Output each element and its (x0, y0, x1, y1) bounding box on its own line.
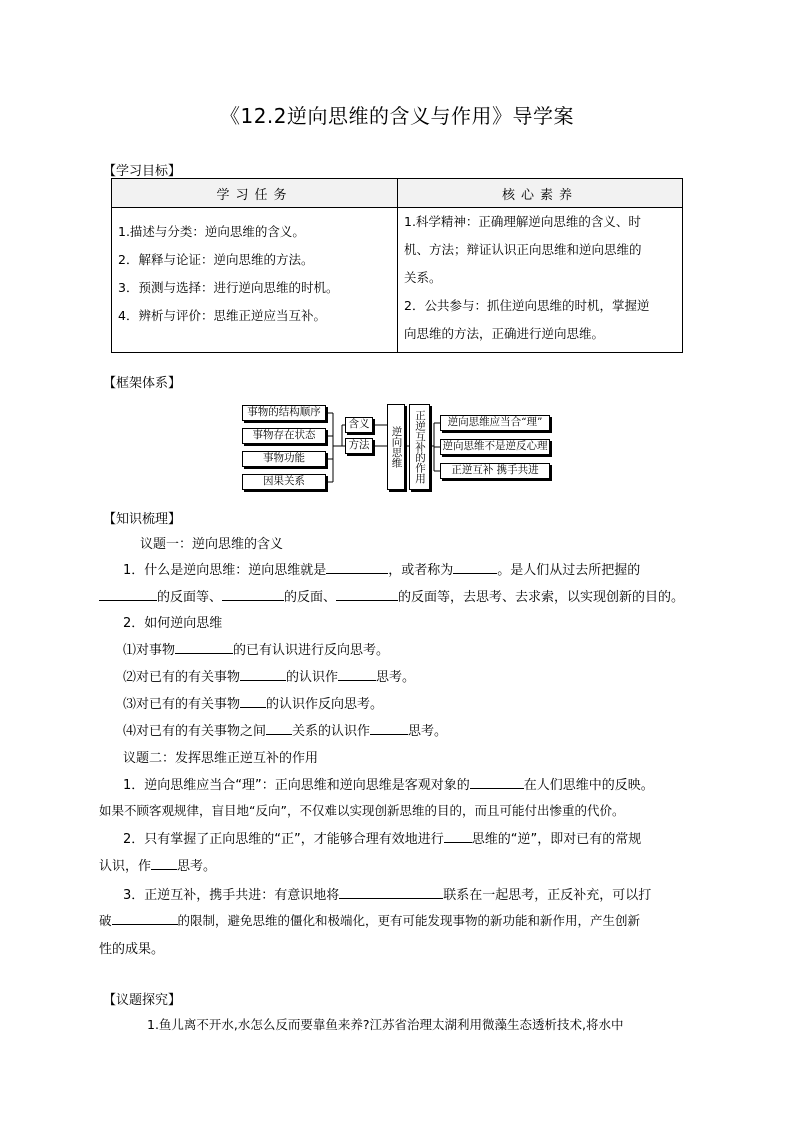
method-3: ⑶对已有的有关事物 的认识作反向思考。 (123, 693, 383, 712)
literacy-line-3: 关系。 (404, 270, 442, 285)
tasks-cell (112, 208, 398, 353)
diagram-result-3: 正逆互补 携手共进 (440, 463, 550, 479)
diagram-center: 逆向思维 (387, 404, 405, 490)
knowledge-line-1: 1．什么是逆向思维：逆向思维就是 ，或者称为 。是人们从过去所把握的 (123, 559, 640, 578)
knowledge-heading-2: 2．如何逆向思维 (123, 616, 223, 631)
diagram-item-meaning: 含义 (345, 417, 373, 433)
role-1-line-2: 如果不顾客观规律，盲目地“反向”，不仅难以实现创新思维的目的，而且可能付出惨重的代价。 (99, 803, 625, 818)
role-3-line-2: 破 的限制，避免思维的僵化和极端化，更有可能发现事物的新功能和新作用，产生创新 (99, 913, 641, 928)
diagram-item-structure: 事物的结构顺序 (242, 405, 326, 421)
role-2-line-2: 认识，作 思考。 (99, 855, 216, 874)
role-2-line-1: 2．只有掌握了正向思维的“正”，才能够合理有效地进行 思维的“逆”，即对已有的常规 (123, 828, 641, 847)
section-knowledge: 【知识梳理】 (103, 512, 182, 527)
diagram-item-method: 方法 (345, 438, 373, 454)
literacy-line-2: 机、方法；辩证认识正向思维和逆向思维的 (404, 242, 642, 257)
diagram-center-2: 正逆互补的作用 (409, 404, 430, 490)
page-title: 《12.2逆向思维的含义与作用》导学案 (219, 104, 575, 128)
method-2: ⑵对已有的有关事物 的认识作 思考。 (123, 666, 415, 685)
task-4: 4．辨析与评价：思维正逆应当互补。 (118, 308, 326, 323)
explore-question-1: 1.鱼儿离不开水,水怎么反而要靠鱼来养?江苏省治理太湖利用微藻生态透析技术,将水中 (147, 1017, 624, 1032)
header-tasks: 学习任务 (112, 179, 398, 208)
literacy-line-5: 向思维的方法，正确进行逆向思维。 (404, 326, 605, 341)
topic-1: 议题一：逆向思维的含义 (140, 537, 284, 552)
section-explore: 【议题探究】 (103, 993, 182, 1008)
section-goals: 【学习目标】 (103, 164, 182, 179)
header-literacy: 核心素养 (398, 179, 683, 208)
knowledge-line-2: 的反面等、 的反面、 的反面等，去思考、去求索，以实现创新的目的。 (99, 586, 684, 605)
literacy-cell (398, 208, 683, 353)
diagram-result-1: 逆向思维应当合“理” (440, 415, 550, 431)
literacy-line-1: 1.科学精神：正确理解逆向思维的含义、时 (404, 214, 641, 229)
diagram-result-2: 逆向思维不是逆反心理 (440, 439, 550, 455)
task-1: 1.描述与分类：逆向思维的含义。 (118, 224, 305, 239)
role-1-line-1: 1．逆向思维应当合“理”：正向思维和逆向思维是客观对象的 在人们思维中的反映。 (123, 774, 654, 793)
task-3: 3．预测与选择：进行逆向思维的时机。 (118, 280, 339, 295)
method-1: ⑴对事物 的已有认识进行反向思考。 (123, 639, 389, 658)
task-2: 2．解释与论证：逆向思维的方法。 (118, 252, 314, 267)
method-4: ⑷对已有的有关事物之间 关系的认识作 思考。 (123, 720, 447, 739)
section-framework: 【框架体系】 (103, 376, 182, 391)
goals-table (111, 178, 683, 353)
topic-2: 议题二：发挥思维正逆互补的作用 (123, 751, 319, 766)
diagram-item-causality: 因果关系 (242, 474, 326, 490)
role-3-line-3: 性的成果。 (99, 942, 165, 957)
diagram-item-function: 事物功能 (242, 451, 326, 467)
framework-diagram (241, 403, 561, 493)
literacy-line-4: 2．公共参与：抓住逆向思维的时机，掌握逆 (404, 298, 650, 313)
diagram-item-state: 事物存在状态 (242, 428, 326, 444)
role-3-line-1: 3．正逆互补，携手共进：有意识地将 联系在一起思考，正反补充，可以打 (123, 884, 651, 903)
